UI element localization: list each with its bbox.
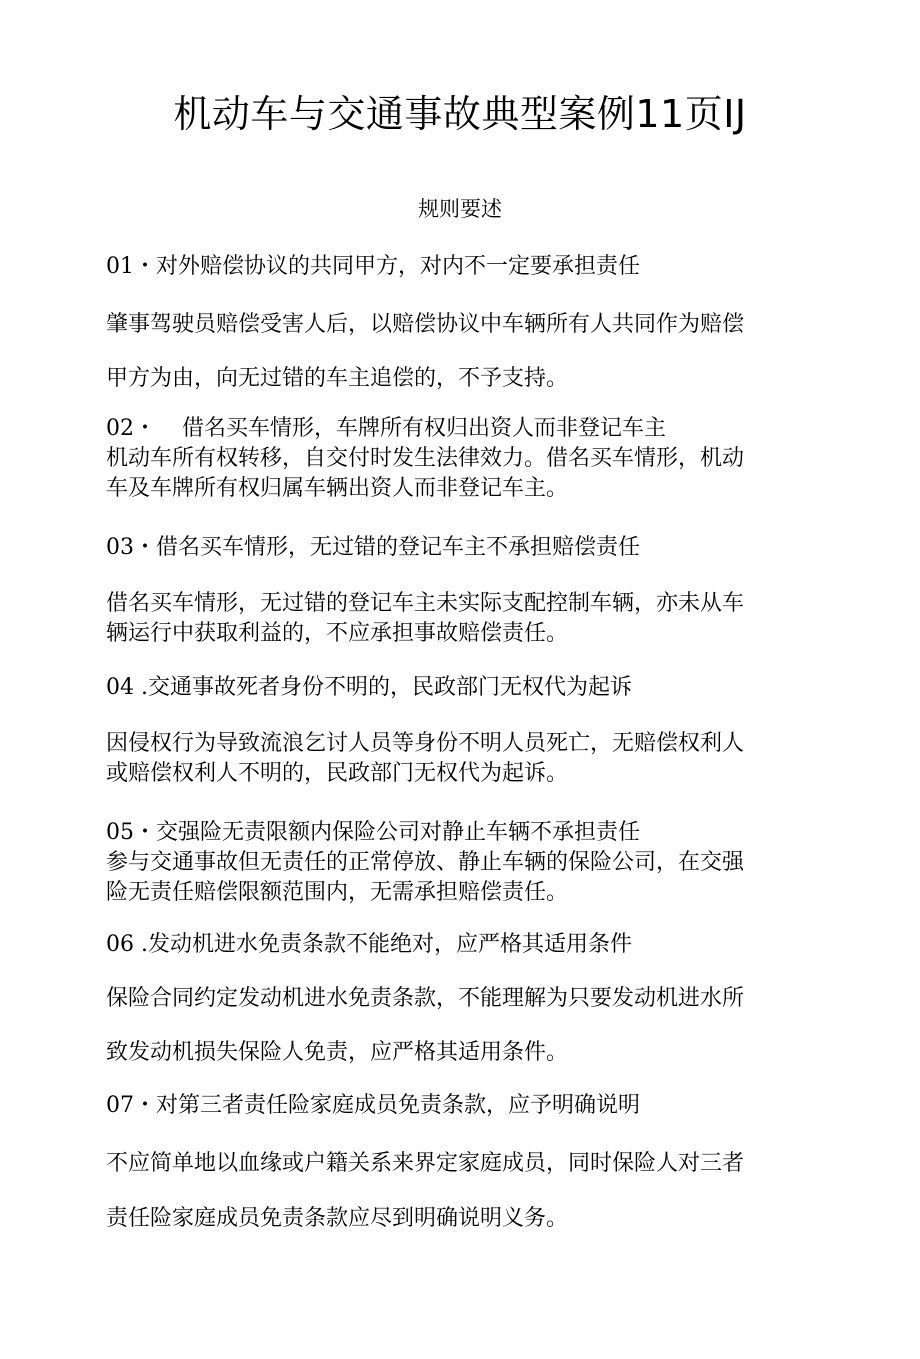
section-body-line: 车及车牌所有权归属车辆出资人而非登记车主。	[106, 476, 569, 501]
document-subtitle: 规则要述	[418, 197, 502, 221]
section-heading-text: 发动机进水免责条款不能绝对，应严格其适用条件	[147, 932, 632, 957]
section-body-line: 参与交通事故但无责任的正常停放、静止车辆的保险公司，在交强	[106, 850, 745, 875]
section-heading-text: 交强险无责限额内保险公司对静止车辆不承担责任	[156, 820, 641, 845]
section-heading-06	[106, 930, 632, 960]
section-heading-text: 交通事故死者身份不明的，民政部门无权代为起诉	[147, 675, 632, 700]
section-heading-03	[106, 533, 640, 563]
section-heading-02	[106, 414, 666, 444]
section-body-line: 不应简单地以血缘或户籍关系来界定家庭成员，同时保险人对三者	[106, 1151, 745, 1176]
section-heading-text: 借名买车情形，车牌所有权归出资人而非登记车主	[182, 416, 667, 441]
section-body-line: 辆运行中获取利益的，不应承担事故赔偿责任。	[106, 621, 569, 646]
section-number: 06 .	[106, 932, 148, 957]
document-title: 机动车与交通事故典型案例11页IJ	[173, 92, 747, 136]
section-heading-07	[106, 1091, 640, 1121]
section-number: 05・	[106, 820, 156, 845]
section-heading-text: 对第三者责任险家庭成员免责条款，应予明确说明	[156, 1093, 641, 1118]
section-body-line: 机动车所有权转移，自交付时发生法律效力。借名买车情形，机动	[106, 446, 745, 471]
section-body-line: 致发动机损失保险人免责，应严格其适用条件。	[106, 1040, 569, 1065]
section-body-line: 责任险家庭成员免责条款应尽到明确说明义务。	[106, 1206, 569, 1231]
section-body-line: 甲方为由，向无过错的车主追偿的，不予支持。	[106, 366, 569, 391]
section-number: 07・	[106, 1093, 156, 1118]
section-body-line: 肇事驾驶员赔偿受害人后，以赔偿协议中车辆所有人共同作为赔偿	[106, 312, 745, 337]
section-body-line: 因侵权行为导致流浪乞讨人员等身份不明人员死亡，无赔偿权利人	[106, 731, 745, 756]
section-body-line: 借名买车情形，无过错的登记车主未实际支配控制车辆，亦未从车	[106, 591, 745, 616]
section-body-line: 或赔偿权利人不明的，民政部门无权代为起诉。	[106, 761, 569, 786]
section-number: 02・	[106, 416, 156, 441]
section-number: 01・	[106, 254, 156, 279]
section-body-line: 保险合同约定发动机进水免责条款，不能理解为只要发动机进水所	[106, 986, 745, 1011]
section-heading-text: 借名买车情形，无过错的登记车主不承担赔偿责任	[156, 535, 641, 560]
section-heading-text: 对外赔偿协议的共同甲方，对内不一定要承担责任	[156, 254, 641, 279]
section-heading-01	[106, 252, 640, 282]
section-heading-04	[106, 673, 632, 703]
section-number: 03・	[106, 535, 156, 560]
section-number: 04 .	[106, 675, 148, 700]
section-heading-05	[106, 818, 640, 848]
section-body-line: 险无责任赔偿限额范围内，无需承担赔偿责任。	[106, 880, 569, 905]
